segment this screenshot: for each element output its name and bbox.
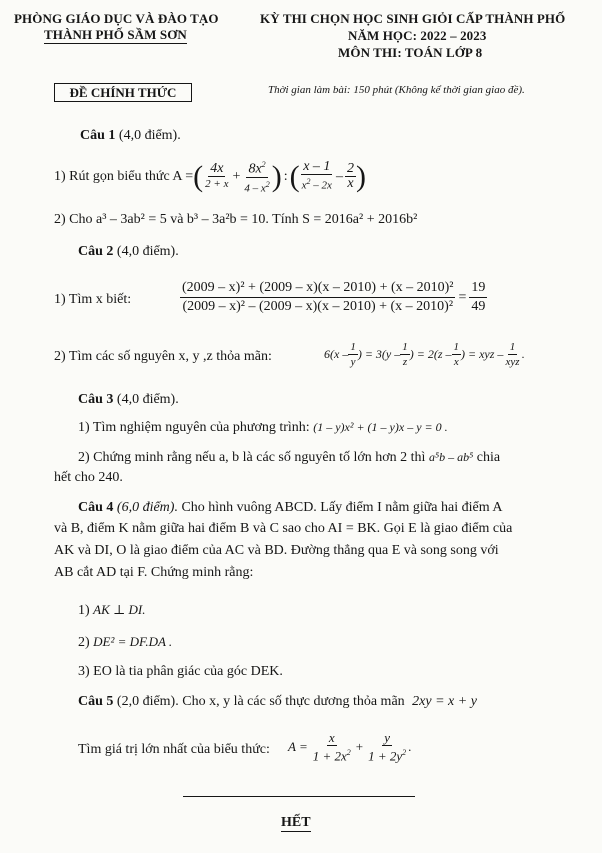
q3-points: (4,0 điểm). (116, 392, 179, 407)
paren-open: ( (193, 159, 204, 193)
q4-line4: AB cắt AD tại F. Chứng minh rằng: (54, 565, 254, 580)
frac-8x2: $\frac{8x^2}{4 - x^2}$ (244, 160, 270, 195)
q2-rhs-fraction (469, 279, 487, 316)
q4-title: Câu 4 (78, 500, 114, 515)
q4-part1-label: 1) (78, 603, 90, 618)
subject: MÔN THI: TOÁN LỚP 8 (338, 45, 483, 60)
q3-part2-expr: a⁵b – ab⁵ (428, 450, 474, 464)
q2-part1-equation: $\frac{\text{(2009 – x)² + (2009 – x)(x – 2010) + (x – 2010)²}}{\text{(2009 – x)² – (2009 – x)(x – 2010) + (x – 2010)²}}$ = $\frac{19}{49}$ (182, 280, 486, 314)
q4-part1-expr: AK ⊥ DI. (93, 602, 146, 617)
q3-heading (78, 392, 179, 408)
q3-part2-line2: hết cho 240. (54, 470, 123, 485)
q4-part1 (78, 602, 145, 619)
end-label: HẾT (281, 815, 311, 830)
frac-x-1: $\frac{x - 1}{x^2 - 2x}$ (301, 159, 332, 192)
q4-line1-rest: Cho hình vuông ABCD. Lấy điểm I nằm giữa hai điểm A (181, 500, 503, 515)
q5-line1-rest: Cho x, y là các số thực dương thỏa mãn (182, 694, 405, 709)
q2-numerator: (2009 – x)² + (2009 – x)(x – 2010) + (x – 2010)² (180, 279, 455, 298)
q1-heading (80, 128, 181, 144)
q5-line1 (78, 694, 477, 710)
q2-denominator: (2009 – x)² – (2009 – x)(x – 2010) + (x – 2010)² (182, 299, 454, 314)
q1-part1: 1) Rút gọn biểu thức A = ( $\frac{4x}{2 + x}$ + $\frac{8x^2}{4 - x^2}$ ) : ( $\frac{x - 1}{x^2 - 2x}$ – $\frac{2}{x}$ ) (54, 159, 366, 195)
q5-condition: 2xy = x + y (412, 694, 477, 709)
q2-part2-label: 2) Tìm các số nguyên x, y ,z thỏa mãn: (54, 349, 272, 364)
frac-2-x: $\frac{2}{x}$ (346, 161, 354, 192)
q5-frac-y: $\frac{y}{1 + 2y^2}$ (368, 730, 407, 764)
q4-line3: AK và DI, O là giao điểm của AC và BD. Đường thẳng qua E và song song với (54, 543, 499, 558)
time-note: Thời gian làm bài: 150 phút (Không kể thời gian giao đề). (268, 84, 525, 96)
department-name: PHÒNG GIÁO DỤC VÀ ĐÀO TẠO (14, 11, 219, 26)
q4-line2: và B, điểm K nằm giữa hai điểm B và C sao cho AI = BK. Gọi E là giao điểm của (54, 521, 513, 536)
q1-part2: 2) Cho a³ – 3ab² = 5 và b³ – 3a²b = 10. Tính S = 2016a² + 2016b² (54, 212, 418, 227)
q3-part1 (78, 420, 448, 436)
q4-part2-label: 2) (78, 635, 90, 650)
q5-a-eq: A = (288, 739, 308, 755)
paren-close-2: ) (355, 159, 366, 193)
q3-title: Câu 3 (78, 392, 114, 407)
q3-part1-equation: (1 – y)x² + (1 – y)x – y = 0 . (313, 420, 448, 434)
q4-part3: 3) EO là tia phân giác của góc DEK. (78, 664, 283, 679)
q3-part2-text-b: chia (476, 450, 501, 465)
school-year: NĂM HỌC: 2022 – 2023 (348, 28, 487, 43)
q2-points: (4,0 điểm). (116, 244, 179, 259)
q1-part1-label: 1) Rút gọn biểu thức A = (54, 168, 194, 184)
q5-frac-x: $\frac{x}{1 + 2x^2}$ (312, 730, 351, 764)
q5-points: (2,0 điểm). (116, 694, 179, 709)
q2-title: Câu 2 (78, 244, 114, 259)
paren-close: ) (271, 159, 282, 193)
q4-line1 (78, 500, 502, 516)
q2-rhs-den: 49 (471, 299, 486, 314)
end-divider (183, 796, 415, 797)
q2-rhs-num: 19 (469, 279, 487, 298)
q1-points: (4,0 điểm). (118, 128, 181, 143)
q4-part2-expr: DE² = DF.DA . (93, 634, 173, 649)
q2-part2-equation: 6(x – $\frac{1}{y}$ ) = 3(y – $\frac{1}{z}$ ) = 2(z – $\frac{1}{x}$ ) = xyz – $\frac{1}{\text{xyz}}$ . (324, 341, 525, 368)
city-name: THÀNH PHỐ SẦM SƠN (44, 27, 187, 42)
q1-title: Câu 1 (80, 128, 116, 143)
q4-points: (6,0 điểm). (116, 500, 178, 515)
q2-main-fraction (180, 279, 455, 316)
q5-title: Câu 5 (78, 694, 114, 709)
exam-title: KỲ THI CHỌN HỌC SINH GIỎI CẤP THÀNH PHỐ (260, 11, 566, 26)
q3-part2-text: 2) Chứng minh rằng nếu a, b là các số nguyên tố lớn hơn 2 thì (78, 450, 426, 465)
q3-part2-line1 (78, 450, 500, 466)
q3-part1-text: 1) Tìm nghiệm nguyên của phương trình: (78, 420, 310, 435)
q2-heading (78, 244, 179, 260)
q5-expression: A = $\frac{x}{1 + 2x^2}$ + $\frac{y}{1 + 2y^2}$ . (288, 730, 412, 764)
official-exam-label: ĐỀ CHÍNH THỨC (54, 83, 192, 102)
q5-line2-label: Tìm giá trị lớn nhất của biểu thức: (78, 742, 270, 757)
q4-part2 (78, 634, 172, 651)
frac-4x: $\frac{4x}{2 + x}$ (205, 161, 229, 191)
q2-part1-label: 1) Tìm x biết: (54, 292, 132, 307)
paren-open-2: ( (289, 159, 300, 193)
